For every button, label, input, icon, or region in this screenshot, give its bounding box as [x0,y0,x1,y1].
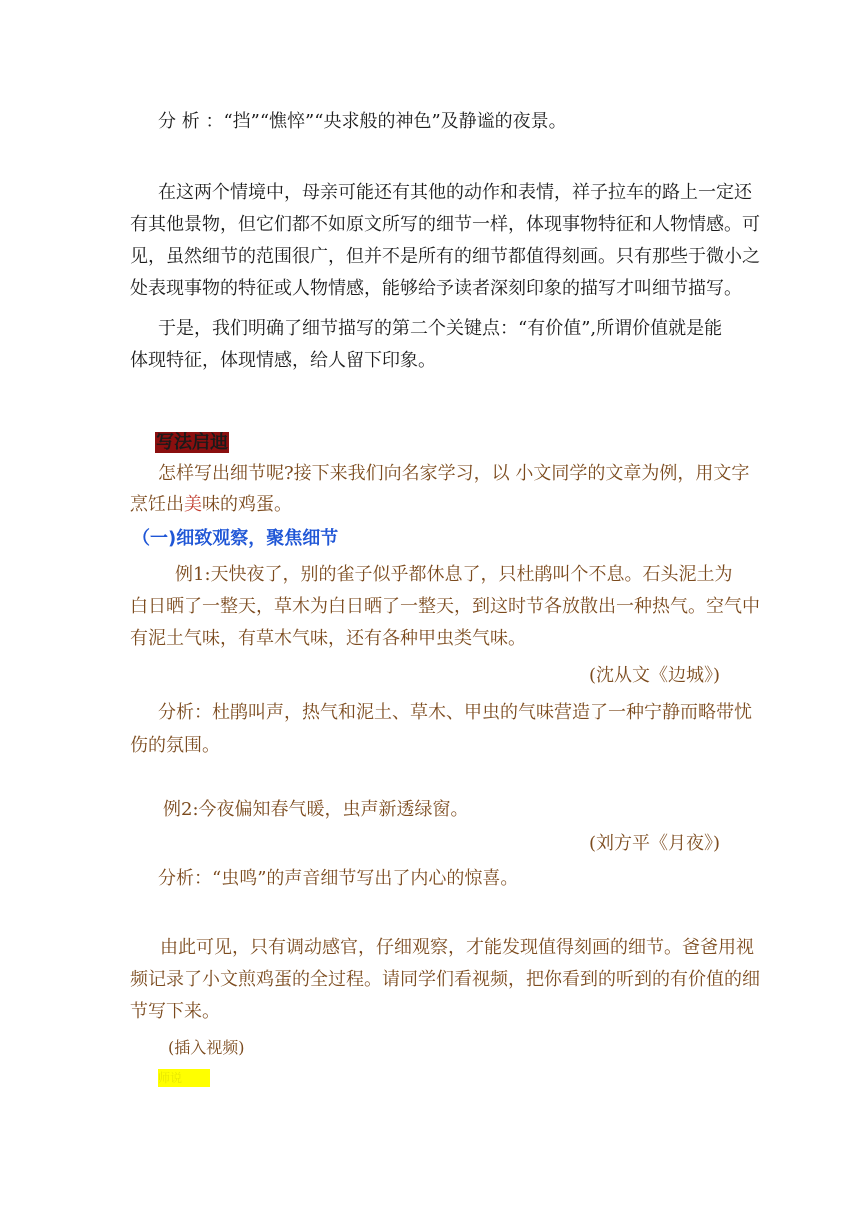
paragraph-line: 体现特征，体现情感，给人留下印象。 [130,350,436,371]
example-line: 例2:今夜偏知春气暖，虫声新透绿窗。 [163,799,469,820]
paragraph-line: 于是，我们明确了细节描写的第二个关键点：“有价值”,所谓价值就是能 [158,318,723,339]
example-analysis: 伤的氛围。 [130,735,220,756]
highlight-marker: 师说 [158,1069,210,1087]
example-source: (沈从文《边城》) [588,665,720,686]
example-source: (刘方平《月夜》) [588,833,720,854]
intro-line: 怎样写出细节呢?接下来我们向名家学习，以 小文同学的文章为例，用文字 [158,463,750,484]
example-line: 有泥土气味，有草木气味，还有各种甲虫类气味。 [130,628,526,649]
paragraph-line: 节写下来。 [130,1001,220,1022]
paragraph-line: 由此可见，只有调动感官，仔细观察，才能发现值得刻画的细节。爸爸用视 [160,937,754,958]
paragraph-line: 有其他景物，但它们都不如原文所写的细节一样，体现事物特征和人物情感。可 [130,214,760,235]
section-heading [155,430,229,456]
paragraph-line: 见，虽然细节的范围很广，但并不是所有的细节都值得刻画。只有那些于微小之 [130,246,760,267]
example-line: 白日晒了一整天，草木为白日晒了一整天，到这时节各放散出一种热气。空气中 [130,596,760,617]
analysis-line: 分 析 ：“挡”“憔悴”“央求般的神色”及静谧的夜景。 [158,111,567,132]
example-analysis: 分析：“虫鸣”的声音细节写出了内心的惊喜。 [158,868,519,889]
subheading: （一)细致观察，聚焦细节 [132,528,339,549]
insert-video-note: (插入视频) [168,1038,245,1057]
intro-text: 味的鸡蛋。 [202,494,292,515]
paragraph-line: 处表现事物的特征或人物情感，能够给予读者深刻印象的描写才叫细节描写。 [130,278,742,299]
paragraph-line: 频记录了小文煎鸡蛋的全过程。请同学们看视频，把你看到的听到的有价值的细 [130,969,760,990]
intro-text: 烹饪出 [130,494,184,515]
intro-line [130,492,292,518]
paragraph-line: 在这两个情境中，母亲可能还有其他的动作和表情，祥子拉车的路上一定还 [158,182,752,203]
section-heading-label: 写法启迪 [156,432,228,453]
example-analysis: 分析：杜鹃叫声，热气和泥土、草木、甲虫的气味营造了一种宁静而略带忧 [158,702,752,723]
intro-red-char: 美 [184,494,202,515]
example-line: 例1:天快夜了，别的雀子似乎都休息了，只杜鹃叫个不息。石头泥土为 [175,564,733,585]
